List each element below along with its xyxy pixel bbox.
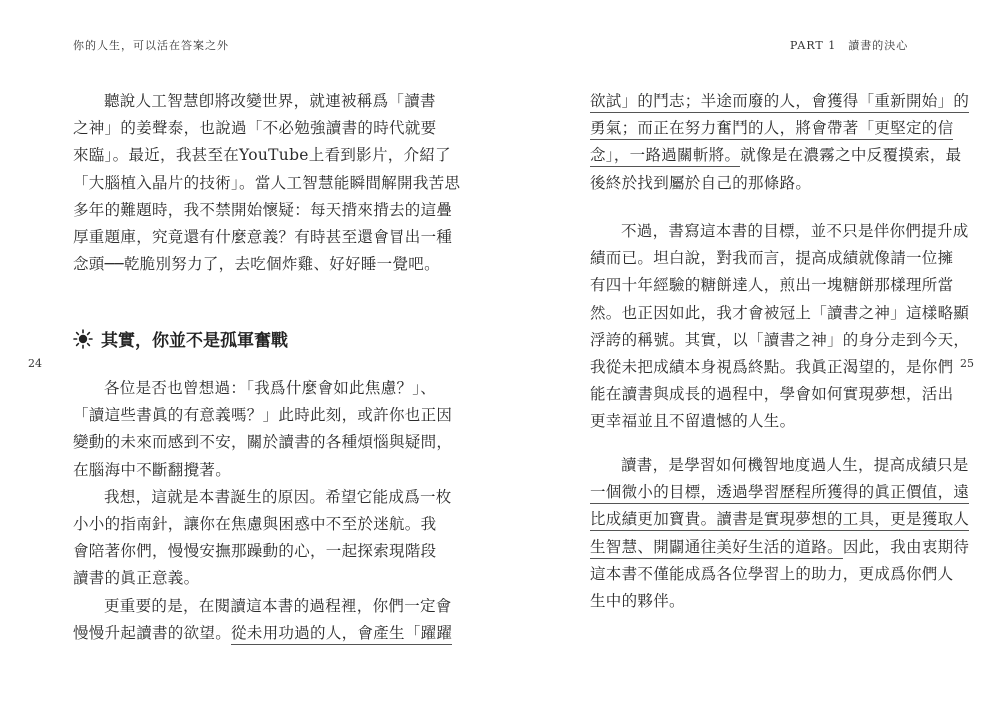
text-line: 來臨」。最近，我甚至在YouTube上看到影片，介紹了 xyxy=(73,146,451,165)
underlined-line xyxy=(590,506,970,533)
text-line: 讀書，是學習如何機智地度過人生，提高成績只是 xyxy=(621,456,969,474)
paragraph xyxy=(73,88,461,278)
text-line: 讀書的眞正意義。 xyxy=(73,569,200,588)
text-line: 之神」的姜聲泰，也說過「不必勉強讀書的時代就要 xyxy=(73,119,437,138)
section-heading-text: 其實，你並不是孤軍奮戰 xyxy=(101,331,288,351)
text-segment: 因此，我由衷期待 xyxy=(842,537,970,556)
text-line: 多年的難題時，我不禁開始懷疑：每天揹來揹去的這疊 xyxy=(73,200,453,219)
text-line: 聽說人工智慧卽將改變世界，就連被稱爲「讀書 xyxy=(104,92,436,110)
text-line: 我從未把成績本身視爲終點。我眞正渴望的，是你們 xyxy=(590,357,954,376)
left-page-number: 24 xyxy=(28,357,42,370)
underlined-text: 念」，一路過關斬將。 xyxy=(590,146,740,167)
text-line: 能在讀書與成長的過程中，學會如何實現夢想，活出 xyxy=(590,385,954,404)
text-line: 這本書不僅能成爲各位學習上的助力，更成爲你們人 xyxy=(590,564,954,583)
underlined-text: 比成績更加寶貴。讀書是實現夢想的工具，更是獲取人 xyxy=(590,510,969,531)
text-line: 然。也正因如此，我才會被冠上「讀書之神」這樣略顯 xyxy=(590,303,970,322)
text-line: 各位是否也曾想過：「我爲什麼會如此焦慮？」、 xyxy=(104,379,437,397)
text-line xyxy=(590,142,962,169)
text-line: 「大腦植入晶片的技術」。當人工智慧能瞬間解開我苦思 xyxy=(73,173,461,192)
text-line: 後終於找到屬於自己的那條路。 xyxy=(590,173,812,192)
left-running-header: 你的人生，可以活在答案之外 xyxy=(73,39,229,52)
text-line: 生中的夥伴。 xyxy=(590,591,685,610)
underlined-line xyxy=(590,479,970,506)
text-line: 績而已。坦白說，對我而言，提高成績就像請一位擁 xyxy=(590,249,954,268)
paragraph xyxy=(590,88,970,197)
underlined-text: 從未用功過的人，會產生「躍躍 xyxy=(231,624,452,645)
text-segment: 就像是在濃霧之中反覆摸索，最 xyxy=(740,146,962,165)
text-line: 念頭──乾脆別努力了，去吃個炸雞、好好睡一覺吧。 xyxy=(73,255,440,274)
underlined-line xyxy=(590,88,970,115)
underlined-text: 欲試」的鬥志；半途而廢的人，會獲得「重新開始」的 xyxy=(590,92,969,113)
text-line: 會陪著你們，慢慢安撫那躁動的心，一起探索現階段 xyxy=(73,542,437,561)
text-line: 我想，這就是本書誕生的原因。希望它能成爲一枚 xyxy=(104,487,452,506)
text-line: 更幸福並且不留遺憾的人生。 xyxy=(590,412,796,431)
sun-icon xyxy=(73,329,93,349)
right-column-lower xyxy=(590,452,970,615)
text-line: 不過，書寫這本書的目標，並不只是伴你們提升成 xyxy=(621,222,969,240)
text-segment: 慢慢升起讀書的欲望。 xyxy=(73,623,232,642)
text-line: 小小的指南針，讓你在焦慮與困惑中不至於迷航。我 xyxy=(73,514,437,533)
paragraph xyxy=(73,375,453,484)
text-line: 變動的未來而感到不安，關於讀書的各種煩惱與疑問， xyxy=(73,433,453,452)
paragraph xyxy=(73,484,452,593)
underlined-text: 生智慧、開闢通往美好生活的道路。 xyxy=(590,538,843,559)
text-line: 在腦海中不斷翻攪著。 xyxy=(73,460,232,479)
text-line: 有四十年經驗的糖餅達人，煎出一塊糖餅那樣理所當 xyxy=(590,276,954,295)
section-heading xyxy=(73,326,288,351)
paragraph xyxy=(73,593,453,647)
text-line: 更重要的是，在閱讀這本書的過程裡，你們一定會 xyxy=(104,596,452,615)
text-line: 浮誇的稱號。其實，以「讀書之神」的身分走到今天， xyxy=(590,330,970,349)
underlined-line xyxy=(590,115,954,142)
text-line: 厚重題庫，究竟還有什麼意義？有時甚至還會冒出一種 xyxy=(73,227,453,246)
right-running-header: PART 1 讀書的決心 xyxy=(790,39,909,52)
left-column-lower xyxy=(73,375,453,647)
text-line: 「讀這些書眞的有意義嗎？」此時此刻，或許你也正因 xyxy=(73,406,453,425)
underlined-text: 一個微小的目標，透過學習歷程所獲得的眞正價值，遠 xyxy=(590,483,969,504)
text-line xyxy=(73,620,453,647)
text-line xyxy=(590,534,970,561)
underlined-text: 勇氣；而正在努力奮鬥的人，將會帶著「更堅定的信 xyxy=(590,119,953,140)
right-page-number: 25 xyxy=(960,357,974,370)
right-column xyxy=(590,88,970,197)
left-column xyxy=(73,88,461,278)
paragraph xyxy=(590,452,970,615)
